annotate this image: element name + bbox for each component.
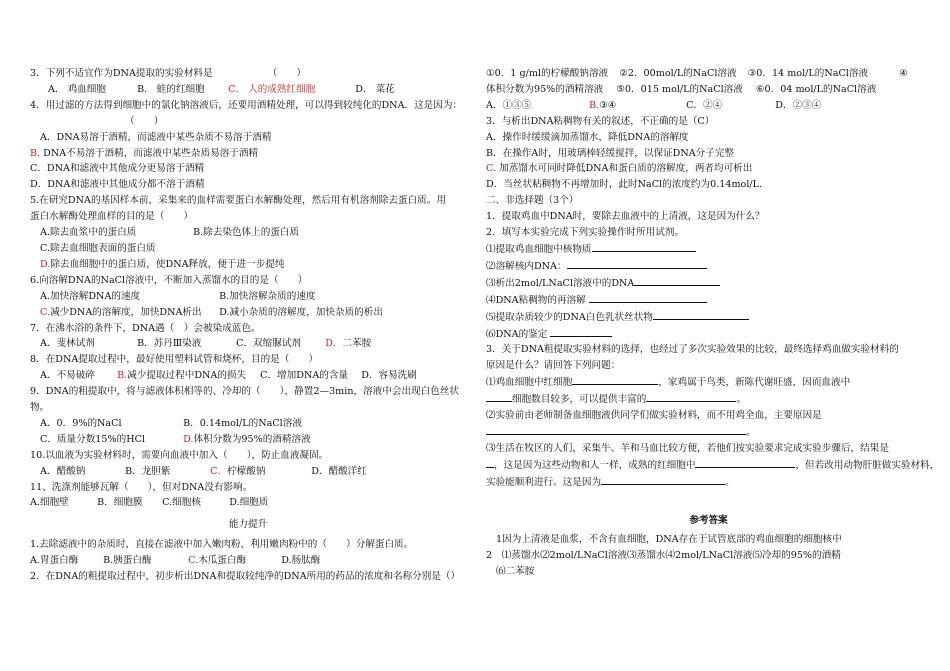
- correct-letter: C.: [188, 555, 199, 567]
- answer-1: 1因为上清液是血浆，不含有血细胞，DNA存在于试管底部的鸡血细胞的细胞核中: [496, 534, 842, 546]
- fill-label: ⑵溶解核内DNA：: [486, 260, 567, 272]
- option-d: D． 菜花: [355, 83, 395, 95]
- option-a: A．醋酸钠: [40, 465, 86, 477]
- option-d: D．当丝状粘稠物不再增加时，此时NaCl的浓度约为0.14mol/L.: [486, 179, 763, 191]
- fill-part-1-cont: [486, 391, 931, 408]
- option-c: [486, 161, 931, 177]
- option-d: D．DNA和滤液中其他成分都不溶于酒精: [30, 179, 205, 191]
- option-d: 体积分数为95%的酒精溶液: [193, 433, 311, 445]
- option-text: 加蒸馏水可同时降低DNA和蛋白质的溶解度，两者均可析出: [499, 163, 753, 175]
- option-a: A． 鸡血细胞: [48, 83, 106, 95]
- correct-letter: D.: [183, 433, 194, 445]
- question-5-ab: [30, 225, 466, 241]
- fill-label: 。: [746, 426, 756, 438]
- option-c: 柠檬酸钠: [227, 465, 266, 477]
- correct-letter: D．: [325, 338, 343, 350]
- question-7-options: [30, 336, 466, 352]
- option-c: C．②④: [686, 99, 723, 111]
- correct-letter: C.: [486, 163, 497, 175]
- right-column: [486, 66, 940, 580]
- answer-blank[interactable]: [567, 258, 707, 269]
- question-4: 4．用过滤的方法得到细胞中的氯化钠溶液后，还要用酒精处理，可以得到较纯化的DNA．这是因为：: [30, 99, 463, 111]
- option-b: ③④: [599, 99, 617, 111]
- question-9: 9．DNA的粗提取中，将与滤液体积相等的、冷却的（ ），静置2—3min，溶液中会出现白色丝状: [30, 386, 460, 398]
- question-10-options: [30, 464, 466, 480]
- nonchoice-question-3-cont: 原因是什么？请回答下列问题：: [486, 360, 621, 372]
- option-d: [30, 257, 466, 273]
- option-c: C.除去血细胞表面的蛋白质: [40, 242, 156, 254]
- answer-blank[interactable]: [486, 424, 746, 435]
- fill-label: ⑷DNA粘稠物的再溶解: [486, 294, 586, 306]
- question-9-ab: [30, 416, 466, 432]
- fill-label: ，家鸡属于鸟类，新陈代谢旺盛，因而血液中: [658, 377, 851, 389]
- option-a: A.除去血浆中的蛋白质: [40, 227, 137, 239]
- option-c: C． 人的成熟红细胞: [228, 83, 316, 95]
- option-a: A.加快溶解DNA的速度: [40, 290, 141, 302]
- item-4: 体积分数为95%的酒精溶液: [486, 83, 604, 95]
- fill-item-1: [486, 241, 931, 258]
- question-8: 8．在DNA提取过程中，最好使用塑料试管和烧杯，目的是（ ）: [30, 354, 319, 366]
- option-c: C．增加DNA的含量: [260, 370, 349, 382]
- option-d: D．醋酸洋红: [311, 465, 367, 477]
- ability-question-1-options: [30, 553, 466, 569]
- option-a: A.细胞壁: [30, 497, 69, 509]
- section-title-answers: 参考答案: [689, 514, 728, 526]
- answer-blank[interactable]: [589, 292, 707, 303]
- item-6: ⑥0．04 mol/L的NaCl溶液: [755, 83, 877, 95]
- item-3: ③0．14 mol/L的NaCl溶液: [747, 68, 869, 79]
- fill-label: 实验能顺利进行。这是因为: [486, 476, 602, 488]
- ability-question-1: 1.去除滤液中的杂质时，直接在滤液中加入嫩肉粉，利用嫩肉粉中的（ ）分解蛋白质。: [30, 539, 414, 551]
- fill-label: 细胞数目较多，可以提供丰富的: [512, 394, 647, 406]
- fill-item-5: [486, 309, 931, 326]
- option-c: 减少DNA的溶解度，加快DNA析出: [50, 306, 202, 318]
- question-3-options: [30, 82, 466, 98]
- option-a: A．①③⑤: [486, 99, 532, 111]
- option-a: A．操作时缓缓滴加蒸馏水，降低DNA的溶解度: [486, 131, 689, 143]
- nonchoice-question-2: 2．填写本实验完成下列实验操作时所用试剂。: [486, 227, 684, 239]
- option-c: 木瓜蛋白酶: [198, 555, 247, 567]
- fill-label: ⑴提取鸡血细胞中核物质: [486, 243, 592, 255]
- fill-label: ⑶析出2mol/LNaCl溶液中的DNA: [486, 277, 635, 289]
- question-11: 11、洗涤剂能够瓦解（ ），但对DNA没有影响。: [30, 481, 253, 493]
- correct-letter: C．: [210, 465, 228, 477]
- option-a: A．DNA易溶于酒精，而滤液中某些杂质不易溶于酒精: [40, 131, 272, 143]
- fill-part-3: ⑶生活在牧区的人们，采集牛、羊和马血比较方便，若他们按实验要求完成实验步骤后，结果是: [486, 442, 889, 454]
- fill-label: 。: [725, 476, 735, 488]
- section-title-nonchoice: 二、非选择题（3个）: [486, 195, 579, 207]
- answer-blank[interactable]: [592, 241, 696, 252]
- answer-blank[interactable]: [695, 457, 795, 468]
- fill-label: ⑹DNA的鉴定: [486, 328, 548, 340]
- option-b: B．龙胆紫: [125, 465, 171, 477]
- item-1: ①0．1 g/ml的柠檬酸钠溶液: [486, 68, 609, 79]
- question-6-cd: [30, 305, 466, 321]
- option-d: D.肠肽酶: [281, 555, 321, 567]
- nonchoice-question-3: 3．关于DNA粗提取实验材料的选择，也经过了多次实验效果的比较，最终选择鸡血做实验材料的: [486, 344, 899, 356]
- option-b: B.胰蛋白酶: [103, 555, 152, 567]
- question-3: [30, 66, 466, 82]
- answer-blank[interactable]: [653, 309, 749, 320]
- option-b: 减少提取过程中DNA的损失: [127, 370, 247, 382]
- item-5: ⑤0．015 mol/L的NaCl溶液: [616, 83, 743, 95]
- answer-blank[interactable]: [572, 374, 658, 385]
- option-d: 二苯胺: [342, 338, 372, 350]
- fill-part-3-end: [486, 474, 931, 491]
- section-title-ability: 能力提升: [228, 519, 268, 531]
- answer-blank[interactable]: [486, 457, 494, 468]
- question-8-options: [30, 368, 466, 384]
- option-b: B．苏丹Ⅲ染液: [137, 338, 202, 350]
- ability-question-3: 3．与析出DNA粘稠物有关的叙述，不正确的是（C）: [486, 115, 715, 127]
- option-a: A．斐林试剂: [40, 338, 95, 350]
- fill-part-2-cont: [486, 424, 931, 441]
- item-4-marker: ④: [899, 68, 908, 79]
- question-6: 6.向溶解DNA的NaCl溶液中，不断加入蒸馏水的目的是（ ）: [30, 274, 308, 286]
- fill-label: ⑴鸡血细胞中红细胞: [486, 377, 573, 389]
- nonchoice-question-1: 1．提取鸡血中DNA时，要除去血液中的上清液，这是因为什么？: [486, 211, 765, 223]
- fill-part-1: [486, 374, 931, 391]
- answer-blank[interactable]: [646, 391, 736, 402]
- option-text: DNA不易溶于酒精，而滤液中某些杂质易溶于酒精: [43, 147, 259, 159]
- option-b: B.加快溶解杂质的速度: [219, 290, 316, 302]
- option-d: D．②③④: [775, 99, 822, 111]
- fill-part-2: ⑵实验前由老师制备血细胞液供同学们做实验材料，而不用鸡全血，主要原因是: [486, 410, 822, 422]
- option-d: D．容易洗刷: [361, 370, 417, 382]
- option-c: C．DNA和滤液中其他成分更易溶于酒精: [30, 163, 205, 175]
- option-a: A．0．9%的NaCl: [40, 417, 122, 429]
- answer-2: 2 ⑴蒸馏水⑵2mol/LNaCl溶液⑶蒸馏水⑷2mol/LNaCl溶液⑸冷却的95%的酒精: [486, 550, 841, 562]
- option-text: 除去血细胞中的蛋白质，使DNA释放，便于进一步提纯: [50, 258, 285, 270]
- option-c: C.细胞核: [162, 497, 201, 509]
- option-c: C．双缩脲试剂: [236, 338, 302, 350]
- question-6-ab: [30, 289, 466, 305]
- answer-3: ⑹二苯胺: [496, 566, 535, 578]
- item-2: ②2．00mol/L的NaCl溶液: [619, 68, 737, 79]
- answer-blank[interactable]: [601, 474, 725, 485]
- answer-blank[interactable]: [634, 275, 720, 286]
- option-b: B．0.14mol/L的NaCl溶液: [183, 417, 302, 429]
- option-b: [30, 146, 466, 162]
- correct-letter: B.: [30, 147, 41, 159]
- question-11-options: [30, 495, 466, 511]
- option-a: A.胃蛋白酶: [30, 555, 79, 567]
- fill-label: ，这是因为这些动物和人一样，成熟的红细胞中: [494, 459, 696, 471]
- left-column: [30, 66, 466, 585]
- ability-question-2-items-1: [486, 66, 931, 82]
- option-b: B． 蛙的红细胞: [137, 83, 205, 95]
- correct-letter: B.: [117, 370, 128, 382]
- question-10: 10.以血液为实验材料时，需要向血液中加入（ ），防止血液凝固。: [30, 449, 329, 461]
- fill-label: 。: [736, 394, 746, 406]
- correct-letter: D.: [40, 258, 51, 270]
- answer-paren: （ ）: [267, 68, 307, 79]
- question-7: 7．在沸水浴的条件下，DNA遇（ ）会被染成蓝色。: [30, 322, 261, 334]
- option-d: D.减小杂质的溶解度，加快杂质的析出: [219, 306, 383, 318]
- question-5: 5.在研究DNA的基因样本前，采集来的血样需要蛋白水解酶处理，然后用有机溶剂除去蛋白质。用: [30, 195, 446, 207]
- fill-label: ⑸提取杂质较少的DNA白色乳状丝状物: [486, 311, 653, 323]
- fill-label: ，但若改用动物肝脏做实验材料，: [795, 459, 940, 471]
- answer-blank[interactable]: [486, 391, 512, 402]
- option-b: B.除去染色体上的蛋白质: [193, 227, 300, 239]
- fill-item-2: [486, 258, 931, 275]
- option-b: B．在操作A时，用玻璃棒轻缓搅拌，以保证DNA分子完整: [486, 147, 735, 159]
- question-9-cd: [30, 432, 466, 448]
- question-9-cont: 物。: [30, 402, 50, 414]
- fill-part-3-cont: [486, 457, 940, 474]
- option-a: A．不易破碎: [40, 370, 95, 382]
- fill-item-3: [486, 275, 931, 292]
- fill-item-6: [486, 326, 931, 343]
- ability-question-2-options: [486, 98, 931, 114]
- question-5-cont: 蛋白水解酶处理血样的目的是（ ）: [30, 211, 194, 223]
- answer-paren: （ ）: [125, 115, 164, 127]
- answer-blank[interactable]: [550, 326, 612, 337]
- option-d: D.细胞质: [229, 497, 269, 509]
- fill-item-4: [486, 292, 931, 309]
- option-b: B．细胞膜: [97, 497, 143, 509]
- option-c: C．质量分数15%的HCl: [40, 433, 146, 445]
- ability-question-2-items-2: [486, 82, 931, 98]
- correct-letter: B.: [589, 99, 600, 111]
- correct-letter: C.: [40, 306, 51, 318]
- ability-question-2: 2．在DNA的粗提取过程中，初步析出DNA和提取较纯净的DNA所用的药品的浓度和名称分别是（）: [30, 571, 461, 583]
- question-stem: 3．下列不适宜作为DNA提取的实验材料是: [30, 68, 213, 79]
